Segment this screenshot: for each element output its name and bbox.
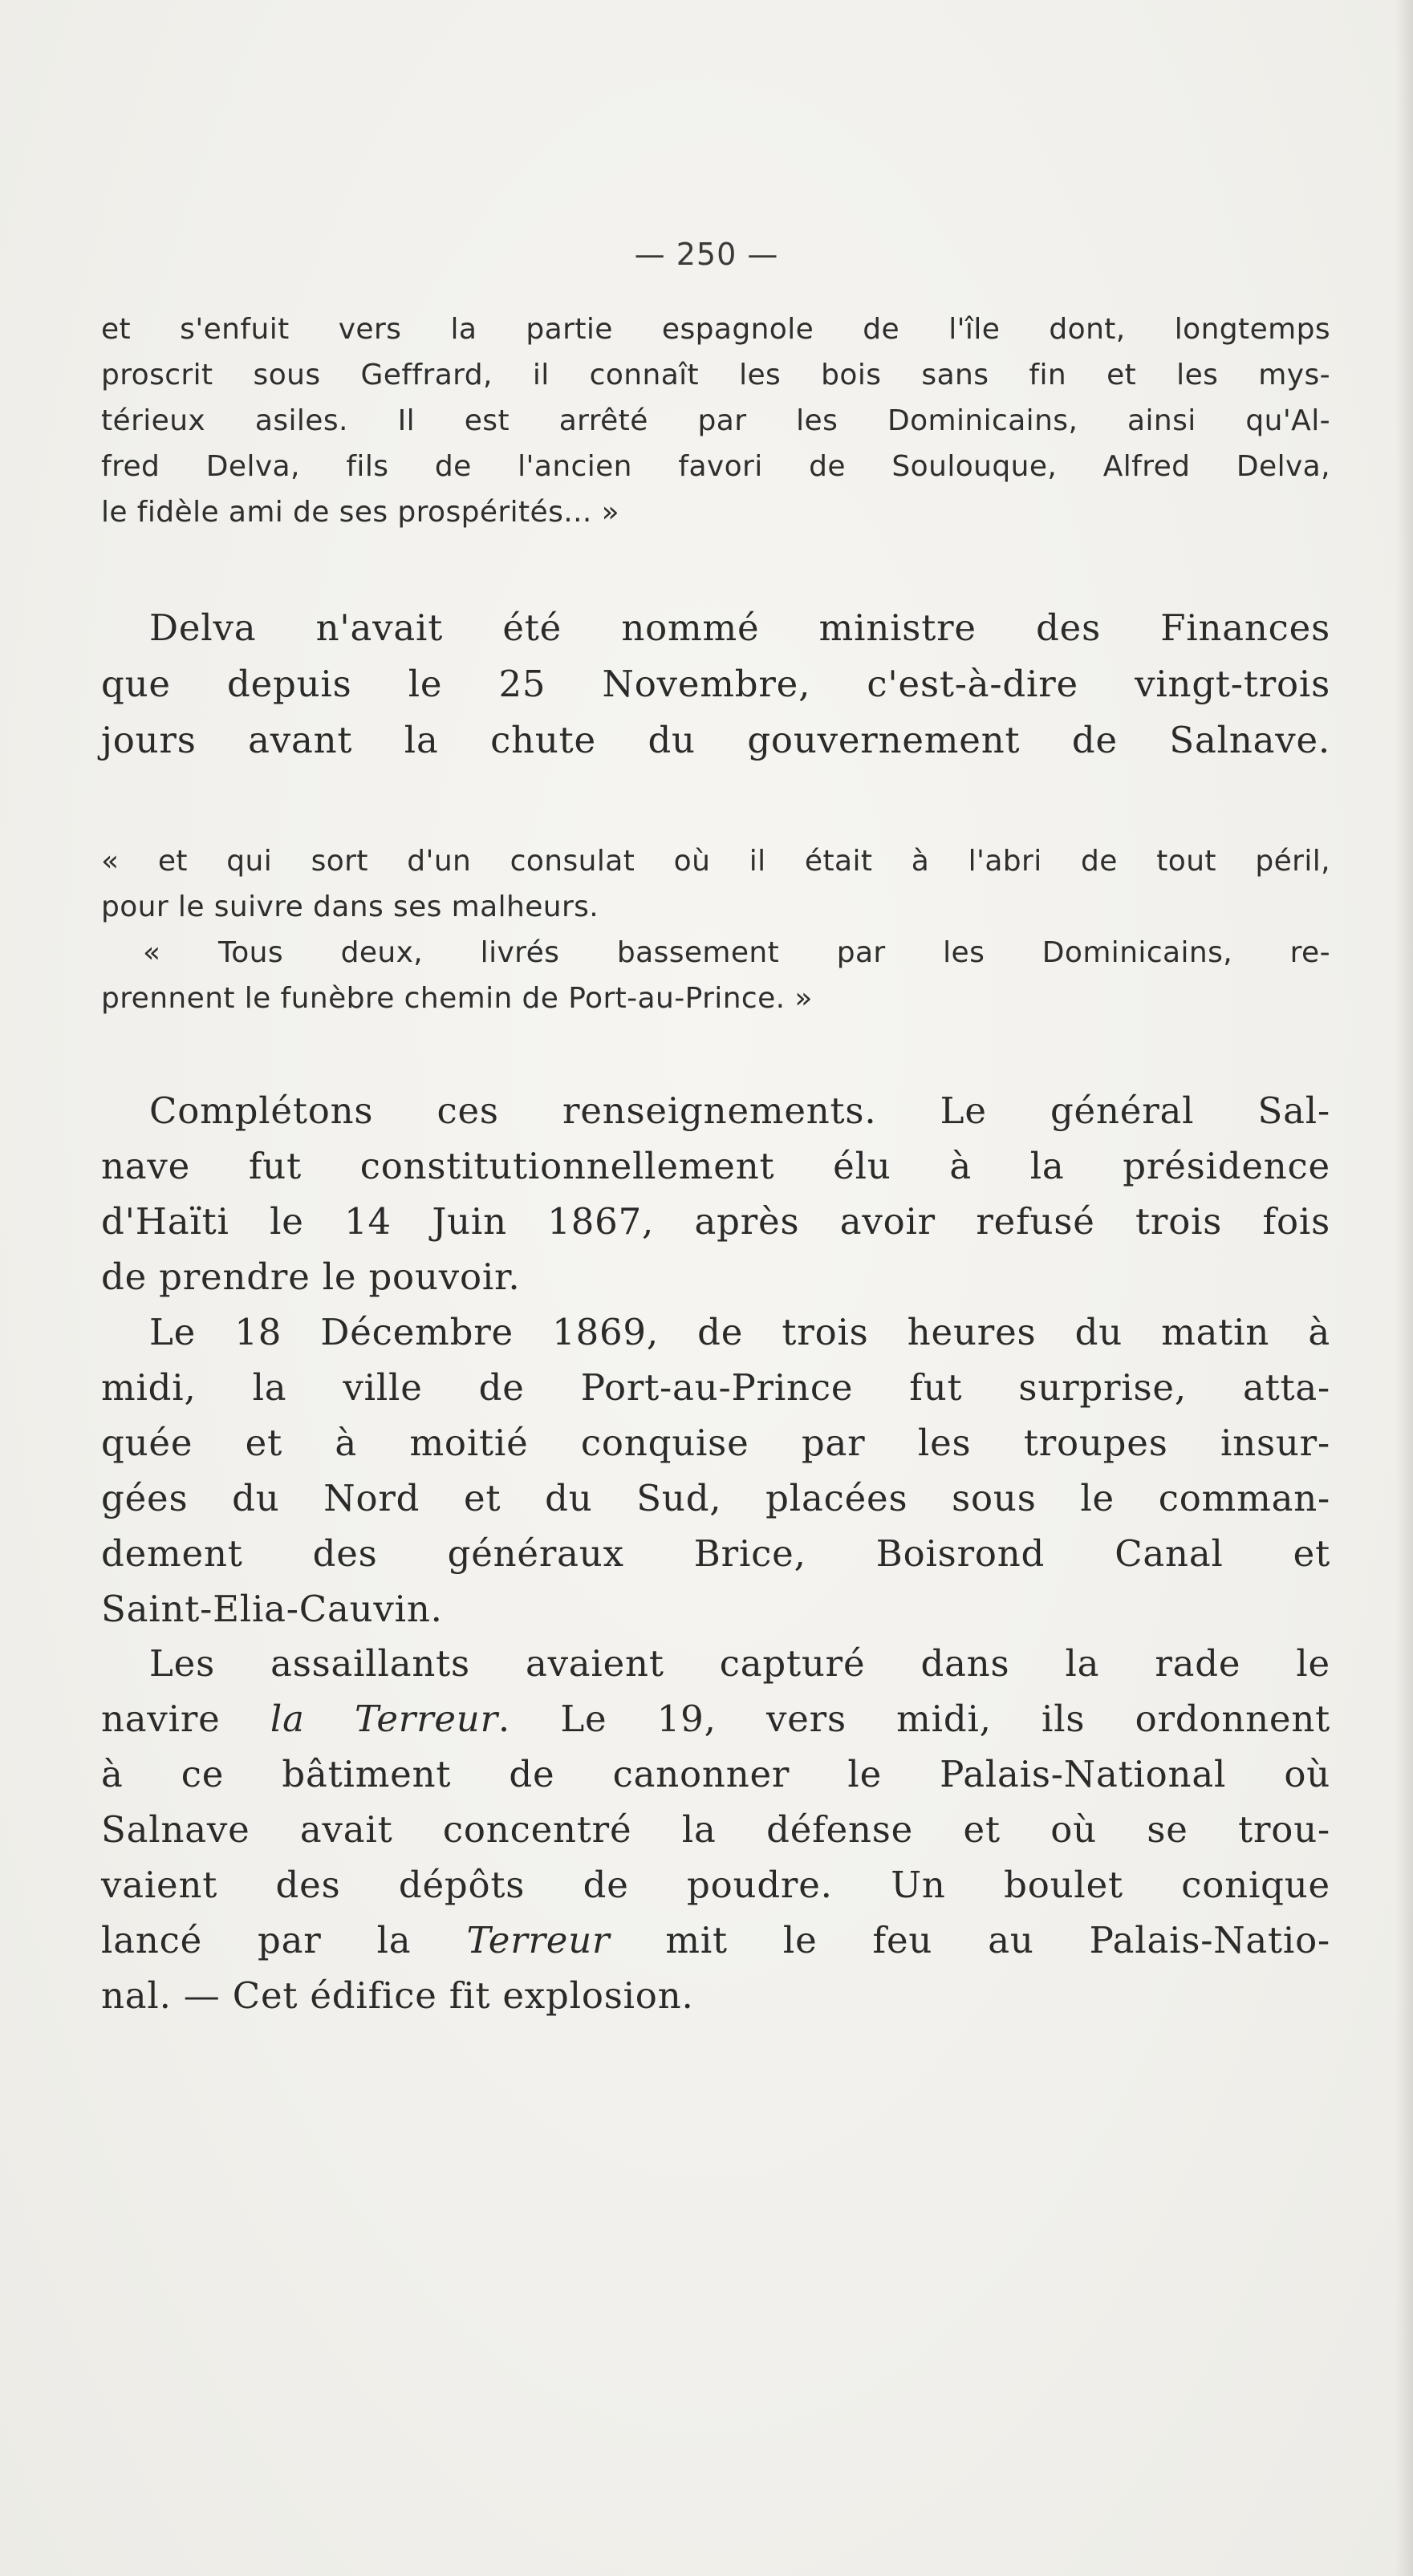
page-edge-shadow	[1395, 0, 1413, 2576]
ship-name: la Terreur	[270, 1698, 498, 1740]
text-line: nave fut constitutionnellement élu à la présidence	[101, 1145, 1330, 1187]
text-line: proscrit sous Geffrard, il connaît les bois sans fin et les mys-	[101, 359, 1330, 391]
text-line: Saint-Elia-Cauvin.	[101, 1588, 443, 1630]
text-line: à ce bâtiment de canonner le Palais-National où	[101, 1753, 1330, 1795]
text-line	[101, 1913, 1330, 1968]
quote-paragraph	[101, 306, 1330, 535]
body-paragraph	[101, 1636, 1330, 2023]
text-line: Delva n'avait été nommé ministre des Finances	[149, 606, 1330, 649]
paragraph-3	[101, 1304, 1330, 1637]
paragraph-1	[101, 600, 1330, 769]
page-number: — 250 —	[634, 237, 779, 272]
paragraph-4	[101, 1636, 1330, 2023]
text-line: Le 18 Décembre 1869, de trois heures du matin à	[149, 1311, 1330, 1353]
quote-paragraph	[101, 838, 1330, 1021]
text-line: Les assaillants avaient capturé dans la rade le	[149, 1642, 1330, 1685]
text-line: et s'enfuit vers la partie espagnole de l'île dont, longtemps	[101, 313, 1330, 346]
text-line: de prendre le pouvoir.	[101, 1256, 521, 1298]
text-line: nal. — Cet édifice fit explosion.	[101, 1974, 694, 2017]
quote-block-1	[101, 306, 1330, 535]
text-run: mit le feu au Palais-Natio-	[610, 1919, 1330, 1961]
text-line: gées du Nord et du Sud, placées sous le comman-	[101, 1477, 1330, 1519]
quote-block-2	[101, 838, 1330, 1021]
text-line: vaient des dépôts de poudre. Un boulet conique	[101, 1864, 1330, 1906]
text-line: prennent le funèbre chemin de Port-au-Prince. »	[101, 982, 813, 1015]
text-line: Complétons ces renseignements. Le général Sal-	[149, 1089, 1330, 1132]
text-run: navire	[101, 1698, 270, 1740]
text-line: fred Delva, fils de l'ancien favori de Soulouque, Alfred Delva,	[101, 450, 1330, 483]
text-line: « Tous deux, livrés bassement par les Dominicains, re-	[143, 936, 1330, 969]
text-line: « et qui sort d'un consulat où il était à l'abri de tout péril,	[101, 845, 1330, 878]
text-line: quée et à moitié conquise par les troupes insur-	[101, 1422, 1330, 1464]
body-paragraph	[101, 1083, 1330, 1304]
text-line: térieux asiles. Il est arrêté par les Dominicains, ainsi qu'Al-	[101, 404, 1330, 437]
ship-name: Terreur	[466, 1919, 611, 1961]
text-line: dement des généraux Brice, Boisrond Canal et	[101, 1532, 1330, 1575]
body-paragraph	[101, 600, 1330, 769]
paragraph-2	[101, 1083, 1330, 1304]
text-line: jours avant la chute du gouvernement de Salnave.	[101, 719, 1330, 761]
text-line: le fidèle ami de ses prospérités... »	[101, 496, 620, 529]
text-line: pour le suivre dans ses malheurs.	[101, 890, 599, 923]
text-line: Salnave avait concentré la défense et où se trou-	[101, 1808, 1330, 1851]
body-paragraph	[101, 1304, 1330, 1637]
text-line: que depuis le 25 Novembre, c'est-à-dire vingt-trois	[101, 663, 1330, 705]
text-line: midi, la ville de Port-au-Prince fut surprise, atta-	[101, 1366, 1330, 1409]
text-line	[101, 1691, 1330, 1746]
text-line: d'Haïti le 14 Juin 1867, après avoir refusé trois fois	[101, 1200, 1330, 1243]
text-run: . Le 19, vers midi, ils ordonnent	[497, 1698, 1330, 1740]
text-run: lancé par la	[101, 1919, 467, 1961]
